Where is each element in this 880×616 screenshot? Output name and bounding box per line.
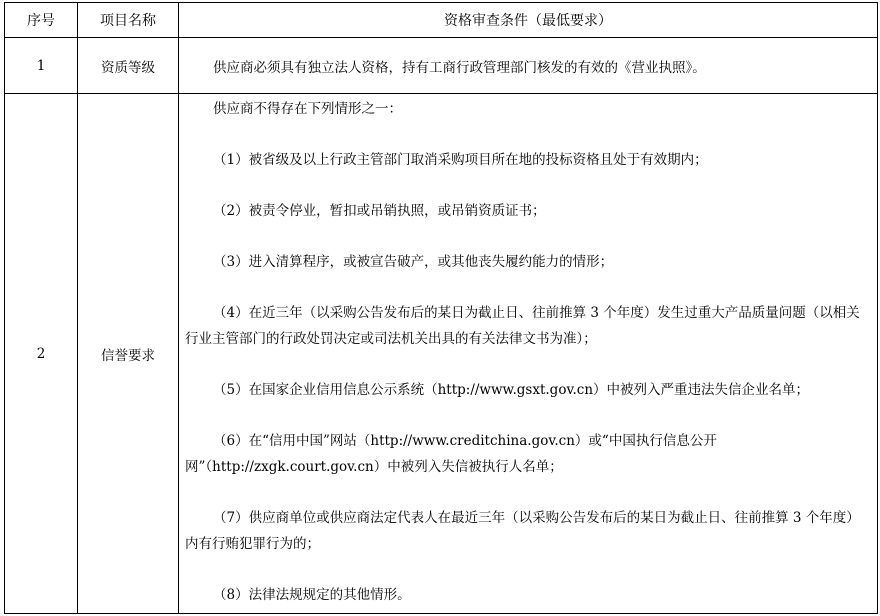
row-requirement: 供应商必须具有独立法人资格，持有工商行政管理部门核发的有效的《营业执照》。 [179,38,878,94]
header-item: 项目名称 [78,3,179,38]
qualification-table [4,2,878,614]
row-num: 1 [5,38,78,94]
condition-item: （1）被省级及以上行政主管部门取消采购项目所在地的投标资格且处于有效期内； [213,152,708,168]
condition-item: （6）在“信用中国”网站（http://www.creditchina.gov.cn）或“中国执行信息公开网”（http://zxgk.court.gov.cn）中被列入失信被执行人名单； [185,433,717,475]
condition-item: （4）在近三年（以采购公告发布后的某日为截止日、往前推算 3 个年度）发生过重大产品质量问题（以相关行业主管部门的行政处罚决定或司法机关出具的有关法律文书为准）； [185,305,860,347]
table-row [5,94,878,614]
condition-item: （3）进入清算程序，或被宣告破产，或其他丧失履约能力的情形； [213,254,614,270]
condition-intro: 供应商不得存在下列情形之一： [213,101,402,117]
condition-item: （2）被责令停业，暂扣或吊销执照，或吊销资质证书； [213,203,546,219]
condition-item: （5）在国家企业信用信息公示系统（http://www.gsxt.gov.cn）中被列入严重违法失信企业名单； [213,382,810,398]
row-item: 资质等级 [78,38,179,94]
row-item: 信誉要求 [78,94,179,614]
header-requirement: 资格审查条件（最低要求） [179,3,878,38]
condition-item: （8）法律法规规定的其他情形。 [213,587,411,603]
row-requirement [179,94,878,614]
condition-item: （7）供应商单位或供应商法定代表人在最近三年（以采购公告发布后的某日为截止日、往前推算 3 个年度）内有行贿犯罪行为的； [185,510,860,552]
row-num: 2 [5,94,78,614]
table-header-row [5,3,878,38]
header-num: 序号 [5,3,78,38]
table-row [5,38,878,94]
